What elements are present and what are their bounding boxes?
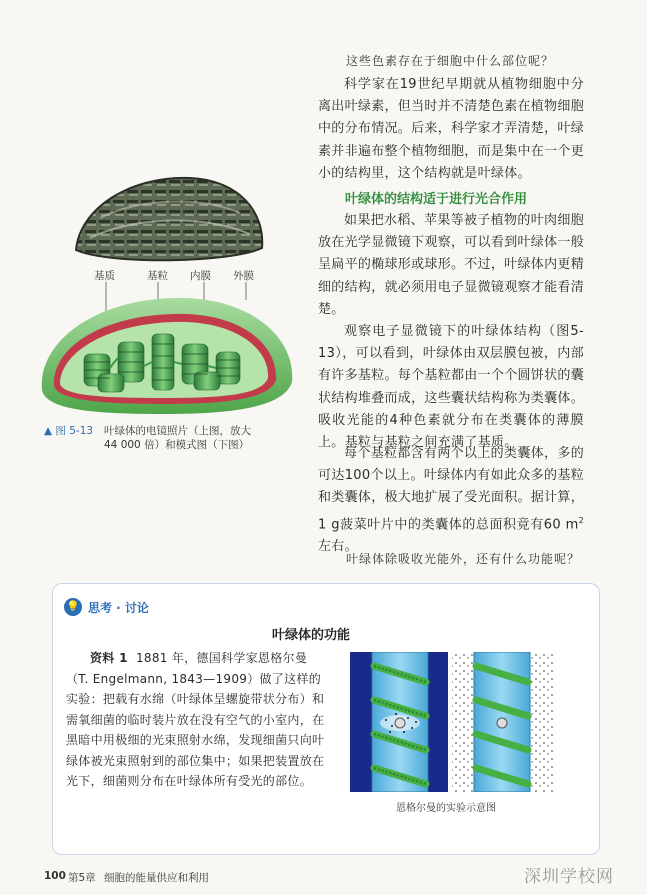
- label-stroma: 基质: [94, 270, 115, 282]
- figure-caption-line1: 叶绿体的电镜照片（上图，放大: [104, 425, 251, 437]
- question-pigment-location: 这些色素存在于细胞中什么部位呢？: [346, 54, 555, 68]
- question-other-functions: 叶绿体除吸收光能外，还有什么功能呢？: [346, 552, 581, 566]
- chloroplast-model-diagram: [34, 282, 298, 418]
- figure-caption-line2: 44 000 倍）和模式图（下图）: [104, 439, 250, 451]
- label-grana: 基粒: [147, 270, 168, 282]
- discussion-tag: 思考 · 讨论: [88, 601, 149, 615]
- paragraph-chlorophyll-history: 科学家在19世纪早期就从植物细胞中分离出叶绿素，但当时并不清楚色素在植物细胞中的分布情况。后来，科学家才弄清楚，叶绿素并非遍布整个植物细胞，而是集中在一个更小的结构里，这个结构就是叶绿体。: [318, 77, 585, 181]
- engelmann-experiment-image: [350, 652, 554, 792]
- label-inner-membrane: 内膜: [190, 270, 211, 282]
- material-1-text: 资料 1 1881 年，德国科学家恩格尔曼（T. Engelmann, 1843—1909）做了这样的实验：把载有水绵（叶绿体呈螺旋带状分布）和需氧细菌的临时装片放在没有空气的小室内，在黑暗中用极细的光束照射水绵，发现细菌只向叶绿体被光束照射到的部位集中；如果把装置放在光下，细菌则分布在叶绿体所有受光的部位。: [66, 651, 325, 788]
- image-caption: 恩格尔曼的实验示意图: [396, 803, 496, 814]
- label-outer-membrane: 外膜: [233, 270, 254, 282]
- page-number: 100: [44, 870, 66, 882]
- paragraph-light-microscope: 如果把水稻、苹果等被子植物的叶肉细胞放在光学显微镜下观察，可以看到叶绿体一般呈扁平的椭球形或球形。不过，叶绿体内更精细的结构，就必须用电子显微镜观察才能看清楚。: [318, 213, 585, 317]
- material-1-label: 资料 1: [90, 651, 128, 665]
- figure-number: ▲ 图 5-13: [44, 425, 94, 437]
- discussion-title: 叶绿体的功能: [272, 628, 351, 643]
- chloroplast-micrograph: [70, 168, 270, 266]
- paragraph-electron-microscope: 观察电子显微镜下的叶绿体结构（图5-13），可以看到，叶绿体由双层膜包被，内部有许多基粒。每个基粒都由一个个圆饼状的囊状结构堆叠而成，这些囊状结构称为类囊体。吸收光能的4种色素就分布在类囊体的薄膜上。基粒与基粒之间充满了基质。: [318, 324, 585, 451]
- paragraph-thylakoid-area: 每个基粒都含有两个以上的类囊体，多的可达100个以上。叶绿体内有如此众多的基粒和类囊体，极大地扩展了受光面积。据计算，1 g菠菜叶片中的类囊体的总面积竟有60 $m^2$左右。: [318, 446, 585, 555]
- section-title: 叶绿体的结构适于进行光合作用: [345, 192, 528, 207]
- lightbulb-icon: 💡: [64, 598, 82, 616]
- chapter-title: 细胞的能量供应和利用: [104, 872, 209, 884]
- chapter-number: 第5章: [68, 872, 96, 884]
- watermark: 深圳学校网: [524, 867, 614, 887]
